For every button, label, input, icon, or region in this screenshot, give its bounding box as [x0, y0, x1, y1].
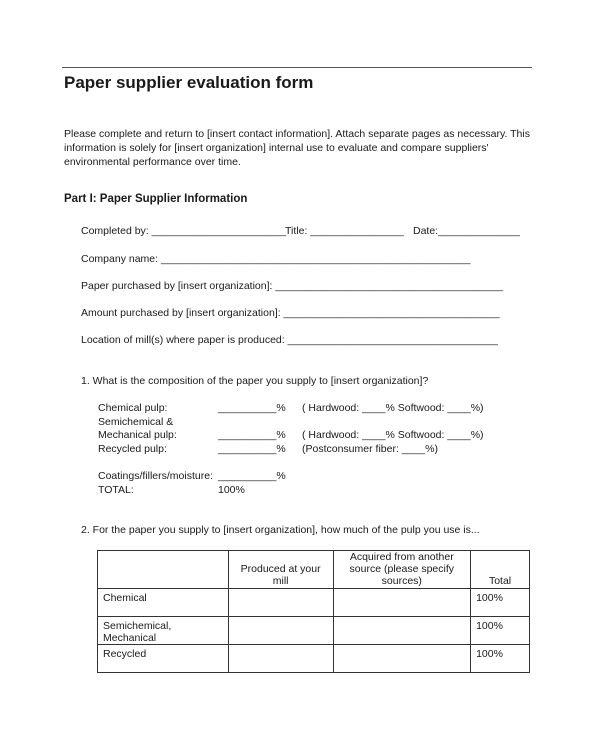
completed-by-field[interactable]: Completed by: _______________________ — [81, 225, 286, 237]
composition-value[interactable]: __________% — [218, 443, 286, 455]
composition-value[interactable]: __________% — [218, 429, 286, 441]
intro-paragraph: Please complete and return to [insert contact information]. Attach separate pages as necessary. This information is solely for [insert organization] internal use to evaluate and compare suppliers' environmental performance over time. — [64, 128, 530, 168]
table-cell-input[interactable] — [333, 617, 471, 645]
composition-label: Semichemical & — [98, 416, 174, 428]
table-cell-label: Chemical — [98, 589, 229, 617]
table-cell-input[interactable] — [228, 617, 333, 645]
table-cell-total: 100% — [471, 589, 530, 617]
form-title: Paper supplier evaluation form — [64, 73, 314, 92]
paper-purchased-field[interactable]: Paper purchased by [insert organization]: _______________________________________ — [81, 280, 504, 292]
table-row — [98, 645, 530, 673]
table-row — [98, 617, 530, 645]
table-cell-input[interactable] — [228, 589, 333, 617]
composition-value[interactable]: __________% — [218, 470, 286, 482]
question-1: 1. What is the composition of the paper you supply to [insert organization]? — [81, 375, 429, 387]
company-name-field[interactable]: Company name: _____________________________________________________ — [81, 253, 471, 265]
table-cell-input[interactable] — [333, 645, 471, 673]
composition-detail[interactable]: (Postconsumer fiber: ____%) — [302, 443, 438, 455]
table-cell-input[interactable] — [228, 645, 333, 673]
composition-value[interactable]: __________% — [218, 402, 286, 414]
composition-detail[interactable]: ( Hardwood: ____% Softwood: ____%) — [302, 429, 484, 441]
composition-label: Chemical pulp: — [98, 402, 168, 414]
table-header: Produced at your mill — [228, 551, 333, 589]
composition-label: Recycled pulp: — [98, 443, 167, 455]
composition-total-label: TOTAL: — [98, 484, 134, 496]
pulp-source-table — [97, 550, 530, 673]
title-field[interactable]: Title: ________________ — [285, 225, 404, 237]
table-cell-total: 100% — [471, 645, 530, 673]
composition-label: Mechanical pulp: — [98, 429, 177, 441]
table-cell-input[interactable] — [333, 589, 471, 617]
table-header: Total — [471, 551, 530, 589]
date-field[interactable]: Date:______________ — [413, 225, 520, 237]
composition-total-value: 100% — [218, 484, 245, 496]
table-cell-label: Semichemical, Mechanical — [98, 617, 229, 645]
table-header — [98, 551, 229, 589]
composition-label: Coatings/fillers/moisture: — [98, 470, 213, 482]
part1-heading: Part I: Paper Supplier Information — [64, 193, 248, 205]
composition-detail[interactable]: ( Hardwood: ____% Softwood: ____%) — [302, 402, 484, 414]
question-2: 2. For the paper you supply to [insert organization], how much of the pulp you use is... — [81, 524, 480, 536]
mill-location-field[interactable]: Location of mill(s) where paper is produced: ____________________________________ — [81, 334, 498, 346]
table-header: Acquired from another source (please specify sources) — [333, 551, 471, 589]
table-header-row — [98, 551, 530, 589]
table-cell-total: 100% — [471, 617, 530, 645]
amount-purchased-field[interactable]: Amount purchased by [insert organization]: _____________________________________ — [81, 307, 500, 319]
table-cell-label: Recycled — [98, 645, 229, 673]
table-row — [98, 589, 530, 617]
top-rule — [62, 67, 532, 68]
